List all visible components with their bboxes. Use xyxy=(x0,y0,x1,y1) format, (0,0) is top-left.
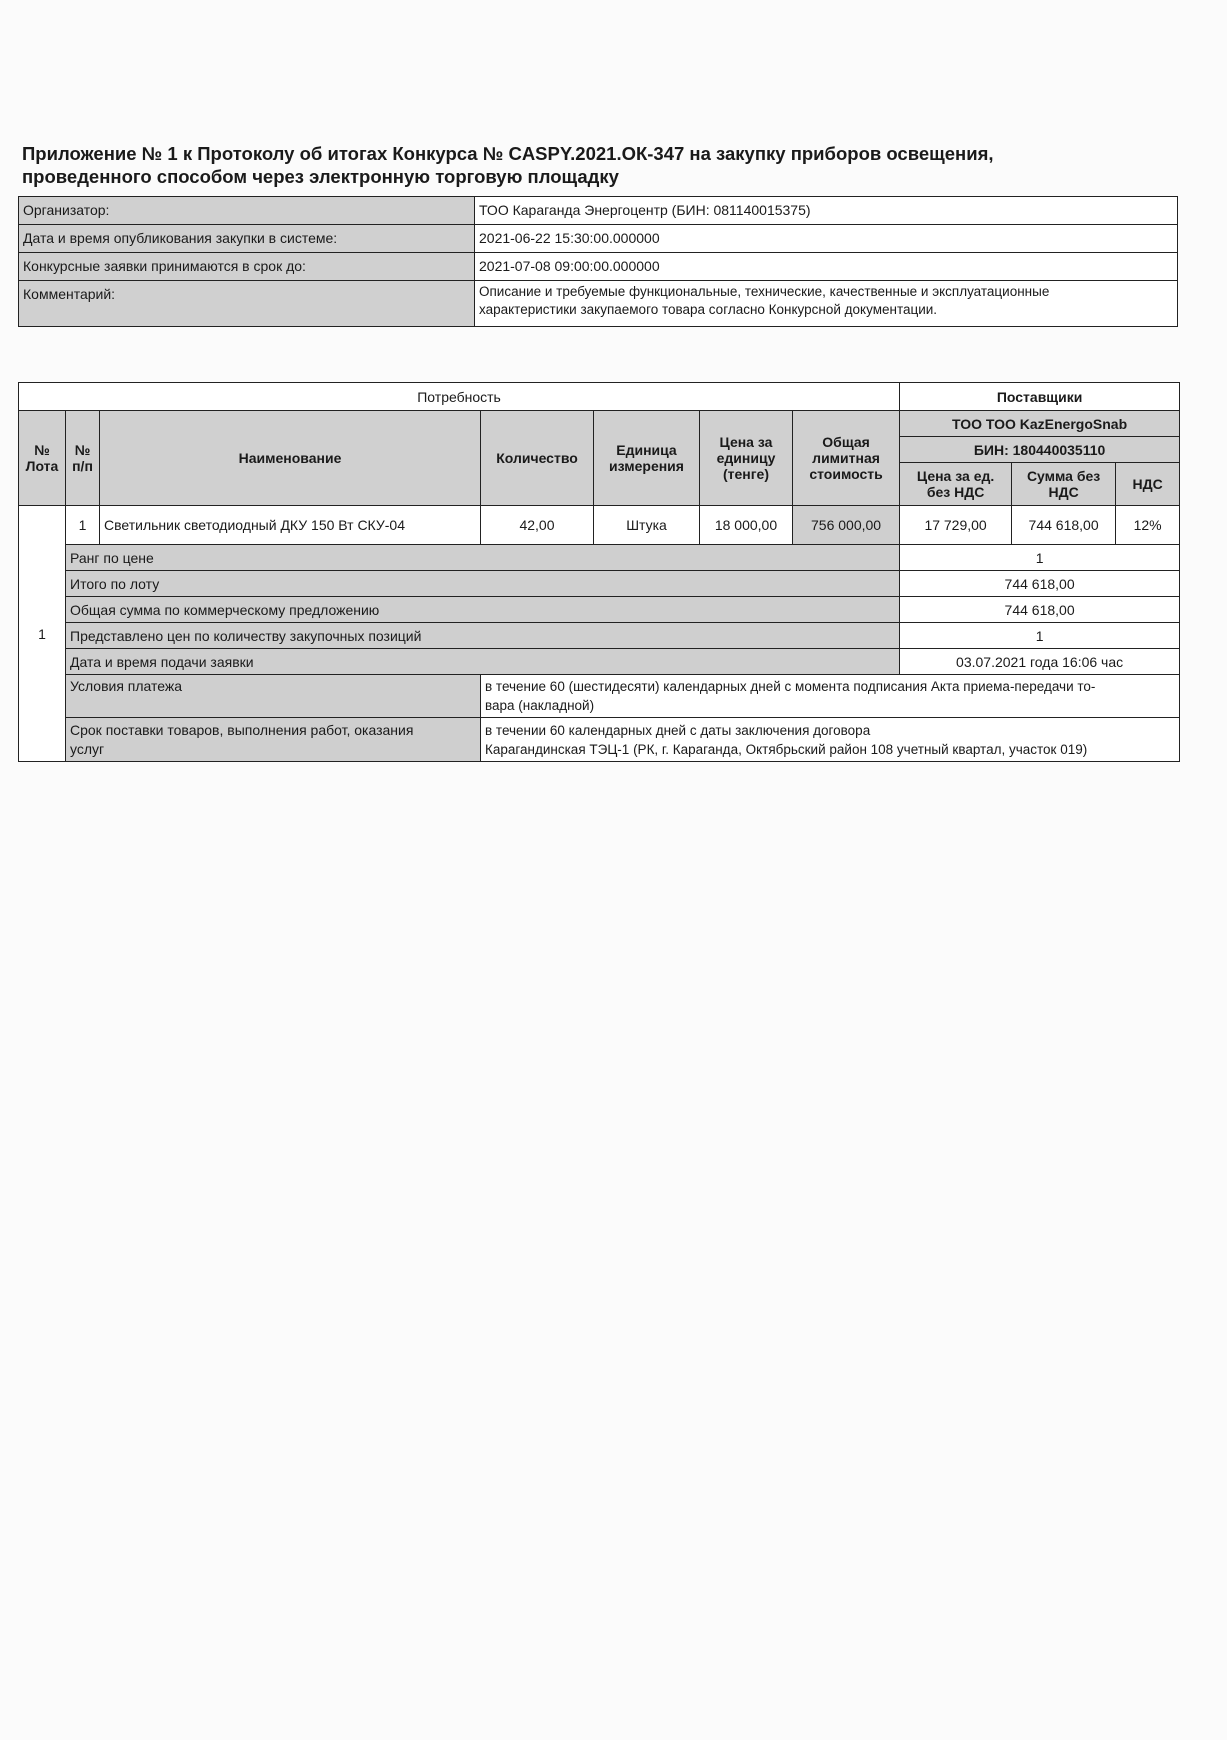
summary-value: 744 618,00 xyxy=(900,597,1180,623)
quantity-cell: 42,00 xyxy=(481,506,594,545)
comment-line-2: характеристики закупаемого товара согласно Конкурсной документации. xyxy=(479,302,938,317)
organizer-info-table xyxy=(18,196,1178,327)
delivery-terms-line-1: в течении 60 календарных дней с даты заключения договора xyxy=(485,722,871,738)
info-value xyxy=(475,281,1178,327)
unit-cell: Штука xyxy=(594,506,700,545)
summary-row-lot-total xyxy=(19,571,1180,597)
info-row-deadline xyxy=(19,253,1178,281)
unit-price-header xyxy=(700,411,793,506)
info-label: Дата и время опубликования закупки в системе: xyxy=(19,225,475,253)
delivery-terms-label xyxy=(66,718,481,762)
summary-label: Итого по лоту xyxy=(66,571,900,597)
vat-cell: 12% xyxy=(1116,506,1180,545)
summary-label: Общая сумма по коммерческому предложению xyxy=(66,597,900,623)
summary-value: 744 618,00 xyxy=(900,571,1180,597)
payment-terms-line-1: в течение 60 (шестидесяти) календарных дней с момента подписания Акта приема-передачи то- xyxy=(485,679,1096,694)
sum-no-vat-header-line-1: Сумма без xyxy=(1026,468,1101,484)
name-header: Наименование xyxy=(100,411,481,506)
delivery-terms-label-line-1: Срок поставки товаров, выполнения работ, оказания xyxy=(70,721,414,738)
price-no-vat-header-line-1: Цена за ед. xyxy=(916,468,995,484)
summary-row-submitted xyxy=(19,649,1180,675)
payment-terms-value xyxy=(481,675,1180,718)
info-value: ТОО Караганда Энергоцентр (БИН: 081140015375) xyxy=(475,197,1178,225)
total-limit-cell: 756 000,00 xyxy=(793,506,900,545)
position-number-header-line-2: п/п xyxy=(72,458,93,474)
sum-no-vat-header-line-2: НДС xyxy=(1048,484,1079,500)
total-limit-header xyxy=(793,411,900,506)
info-value: 2021-06-22 15:30:00.000000 xyxy=(475,225,1178,253)
sum-no-vat-cell: 744 618,00 xyxy=(1012,506,1116,545)
info-row-published xyxy=(19,225,1178,253)
delivery-terms-value xyxy=(481,718,1180,762)
info-row-comment xyxy=(19,281,1178,327)
delivery-terms-row xyxy=(19,718,1180,762)
lot-number-header-line-1: № xyxy=(34,442,50,458)
item-name-cell: Светильник светодиодный ДКУ 150 Вт СКУ-04 xyxy=(100,506,481,545)
summary-row-offer-total xyxy=(19,597,1180,623)
price-no-vat-cell: 17 729,00 xyxy=(900,506,1012,545)
position-number-header xyxy=(66,411,100,506)
header-row-2 xyxy=(19,411,1180,437)
info-label: Комментарий: xyxy=(19,281,475,327)
unit-price-header-line-3: (тенге) xyxy=(722,466,770,482)
info-label: Организатор: xyxy=(19,197,475,225)
unit-header-line-2: измерения xyxy=(609,458,684,474)
summary-row-positions xyxy=(19,623,1180,649)
comment-line-1: Описание и требуемые функциональные, технические, качественные и эксплуатационные xyxy=(479,284,1050,299)
vat-header: НДС xyxy=(1116,463,1180,506)
summary-label: Представлено цен по количеству закупочных позиций xyxy=(66,623,900,649)
supplier-bin: БИН: 180440035110 xyxy=(900,437,1180,463)
summary-row-rank xyxy=(19,545,1180,571)
need-header: Потребность xyxy=(19,383,900,411)
price-no-vat-header xyxy=(900,463,1012,506)
summary-value: 1 xyxy=(900,545,1180,571)
total-limit-header-line-2: лимитная xyxy=(812,450,880,466)
total-limit-header-line-1: Общая xyxy=(822,434,870,450)
unit-price-header-line-2: единицу xyxy=(716,450,776,466)
sum-no-vat-header xyxy=(1012,463,1116,506)
supplier-name: ТОО ТОО KazEnergoSnab xyxy=(900,411,1180,437)
info-label: Конкурсные заявки принимаются в срок до: xyxy=(19,253,475,281)
summary-label: Ранг по цене xyxy=(66,545,900,571)
payment-terms-label: Условия платежа xyxy=(66,675,481,718)
payment-terms-line-2: вара (накладной) xyxy=(485,698,595,713)
info-value: 2021-07-08 09:00:00.000000 xyxy=(475,253,1178,281)
lot-number-header-line-2: Лота xyxy=(25,458,59,474)
summary-label: Дата и время подачи заявки xyxy=(66,649,900,675)
table-row xyxy=(19,506,1180,545)
quantity-header: Количество xyxy=(481,411,594,506)
unit-header xyxy=(594,411,700,506)
total-limit-header-line-3: стоимость xyxy=(809,466,883,482)
title-line-1: Приложение № 1 к Протоколу об итогах Конкурса № CASPY.2021.ОК-347 на закупку приборов освещения, xyxy=(22,143,994,164)
unit-header-line-1: Единица xyxy=(616,442,677,458)
info-row-organizer xyxy=(19,197,1178,225)
position-number-header-line-1: № xyxy=(74,442,91,458)
summary-value: 1 xyxy=(900,623,1180,649)
page-title xyxy=(22,142,1182,188)
position-number-cell: 1 xyxy=(66,506,100,545)
lot-number-header xyxy=(19,411,66,506)
summary-value: 03.07.2021 года 16:06 час xyxy=(900,649,1180,675)
bid-results-table xyxy=(18,382,1180,762)
delivery-terms-line-2: Карагандинская ТЭЦ-1 (РК, г. Караганда, Октябрьский район 108 учетный квартал, участок 019) xyxy=(485,741,1088,757)
unit-price-header-line-1: Цена за xyxy=(719,434,773,450)
payment-terms-row xyxy=(19,675,1180,718)
title-line-2: проведенного способом через электронную торговую площадку xyxy=(22,166,619,187)
price-no-vat-header-line-2: без НДС xyxy=(926,484,985,500)
delivery-terms-label-line-2: услуг xyxy=(70,740,105,757)
suppliers-header: Поставщики xyxy=(900,383,1180,411)
unit-price-cell: 18 000,00 xyxy=(700,506,793,545)
lot-number-cell: 1 xyxy=(19,506,66,762)
header-row-1 xyxy=(19,383,1180,411)
